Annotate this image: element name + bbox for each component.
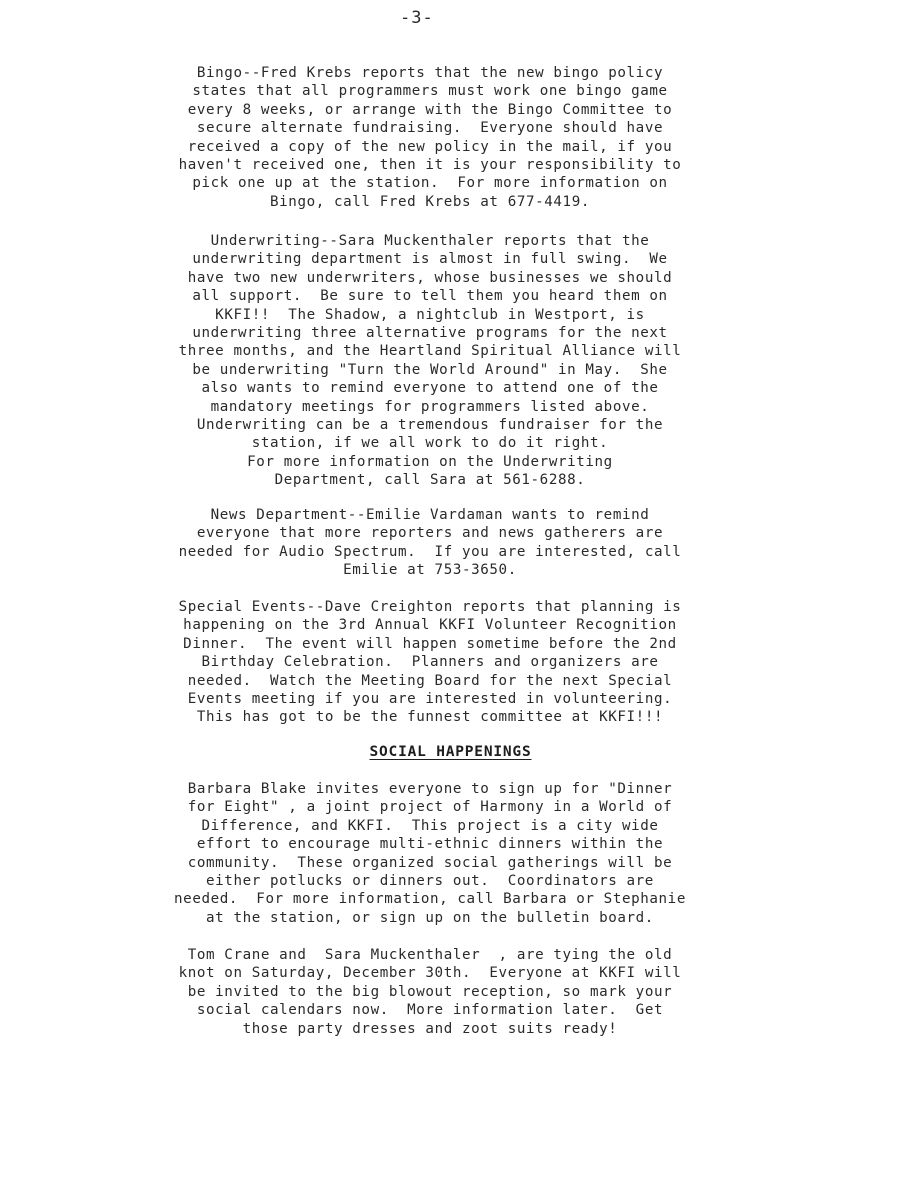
text-line: all support. Be sure to tell them you heard them on bbox=[192, 288, 668, 305]
text-line: community. These organized social gatherings will be bbox=[187, 854, 673, 871]
text-line: at the station, or sign up on the bulletin board. bbox=[206, 909, 654, 926]
text-line: received a copy of the new policy in the mail, if you bbox=[187, 138, 673, 155]
text-line: mandatory meetings for programmers listed above. bbox=[210, 398, 650, 415]
text-line: Bingo, call Fred Krebs at 677-4419. bbox=[270, 193, 590, 210]
text-line: Emilie at 753-3650. bbox=[343, 562, 517, 579]
text-line: either potlucks or dinners out. Coordinators are bbox=[206, 873, 654, 890]
text-line: happening on the 3rd Annual KKFI Volunteer Recognition bbox=[183, 617, 677, 634]
text-line: be invited to the big blowout reception, so mark your bbox=[187, 983, 673, 1000]
text-line: Difference, and KKFI. This project is a city wide bbox=[201, 817, 659, 834]
text-line: News Department--Emilie Vardaman wants to remind bbox=[210, 507, 650, 523]
text-line: Barbara Blake invites everyone to sign up for "Dinner bbox=[187, 781, 673, 797]
text-line: station, if we all work to do it right. bbox=[251, 435, 609, 452]
wedding-paragraph bbox=[115, 946, 745, 1038]
news-paragraph bbox=[115, 506, 745, 580]
page-number: -3- bbox=[400, 8, 434, 28]
text-line: every 8 weeks, or arrange with the Bingo Committee to bbox=[187, 101, 673, 118]
text-line: haven't received one, then it is your responsibility to bbox=[178, 157, 682, 174]
text-line: be underwriting "Turn the World Around" in May. She bbox=[192, 361, 668, 378]
social-happenings-heading: SOCIAL HAPPENINGS bbox=[369, 744, 532, 760]
text-line: Special Events--Dave Creighton reports that planning is bbox=[178, 599, 682, 615]
text-line: effort to encourage multi-ethnic dinners within the bbox=[196, 836, 664, 853]
text-line: KKFI!! The Shadow, a nightclub in Westport, is bbox=[215, 306, 645, 323]
text-line: Bingo--Fred Krebs reports that the new bingo policy bbox=[196, 65, 664, 81]
text-line: needed. For more information, call Barbara or Stephanie bbox=[174, 891, 686, 908]
text-line: pick one up at the station. For more information on bbox=[192, 175, 668, 192]
text-line: those party dresses and zoot suits ready! bbox=[242, 1020, 618, 1037]
text-line: for Eight" , a joint project of Harmony in a World of bbox=[187, 799, 673, 816]
text-line: social calendars now. More information later. Get bbox=[196, 1002, 664, 1019]
text-line: knot on Saturday, December 30th. Everyone at KKFI will bbox=[178, 965, 682, 982]
text-line: also wants to remind everyone to attend one of the bbox=[201, 380, 659, 397]
text-line: everyone that more reporters and news gatherers are bbox=[196, 525, 664, 542]
text-line: Dinner. The event will happen sometime before the 2nd bbox=[183, 635, 677, 652]
bingo-paragraph bbox=[115, 64, 745, 211]
text-line: needed for Audio Spectrum. If you are interested, call bbox=[178, 543, 682, 560]
text-line: needed. Watch the Meeting Board for the next Special bbox=[187, 672, 673, 689]
text-line: underwriting department is almost in full swing. We bbox=[192, 251, 668, 268]
text-line: secure alternate fundraising. Everyone should have bbox=[196, 120, 664, 137]
text-line: Underwriting can be a tremendous fundraiser for the bbox=[196, 417, 664, 434]
dinner-for-eight-paragraph bbox=[115, 780, 745, 927]
text-line: Tom Crane and Sara Muckenthaler , are tying the old bbox=[187, 947, 673, 963]
text-line: three months, and the Heartland Spiritual Alliance will bbox=[178, 343, 682, 360]
text-line: Department, call Sara at 561-6288. bbox=[274, 472, 586, 489]
text-line: have two new underwriters, whose businesses we should bbox=[187, 269, 673, 286]
text-line: For more information on the Underwriting bbox=[247, 453, 613, 470]
text-line: This has got to be the funnest committee at KKFI!!! bbox=[196, 709, 664, 726]
text-line: Underwriting--Sara Muckenthaler reports that the bbox=[210, 233, 650, 249]
text-line: Events meeting if you are interested in volunteering. bbox=[187, 691, 673, 708]
underwriting-paragraph bbox=[115, 232, 745, 490]
text-line: underwriting three alternative programs for the next bbox=[192, 325, 668, 342]
special-events-paragraph bbox=[115, 598, 745, 727]
text-line: states that all programmers must work one bingo game bbox=[192, 83, 668, 100]
text-line: Birthday Celebration. Planners and organizers are bbox=[201, 654, 659, 671]
